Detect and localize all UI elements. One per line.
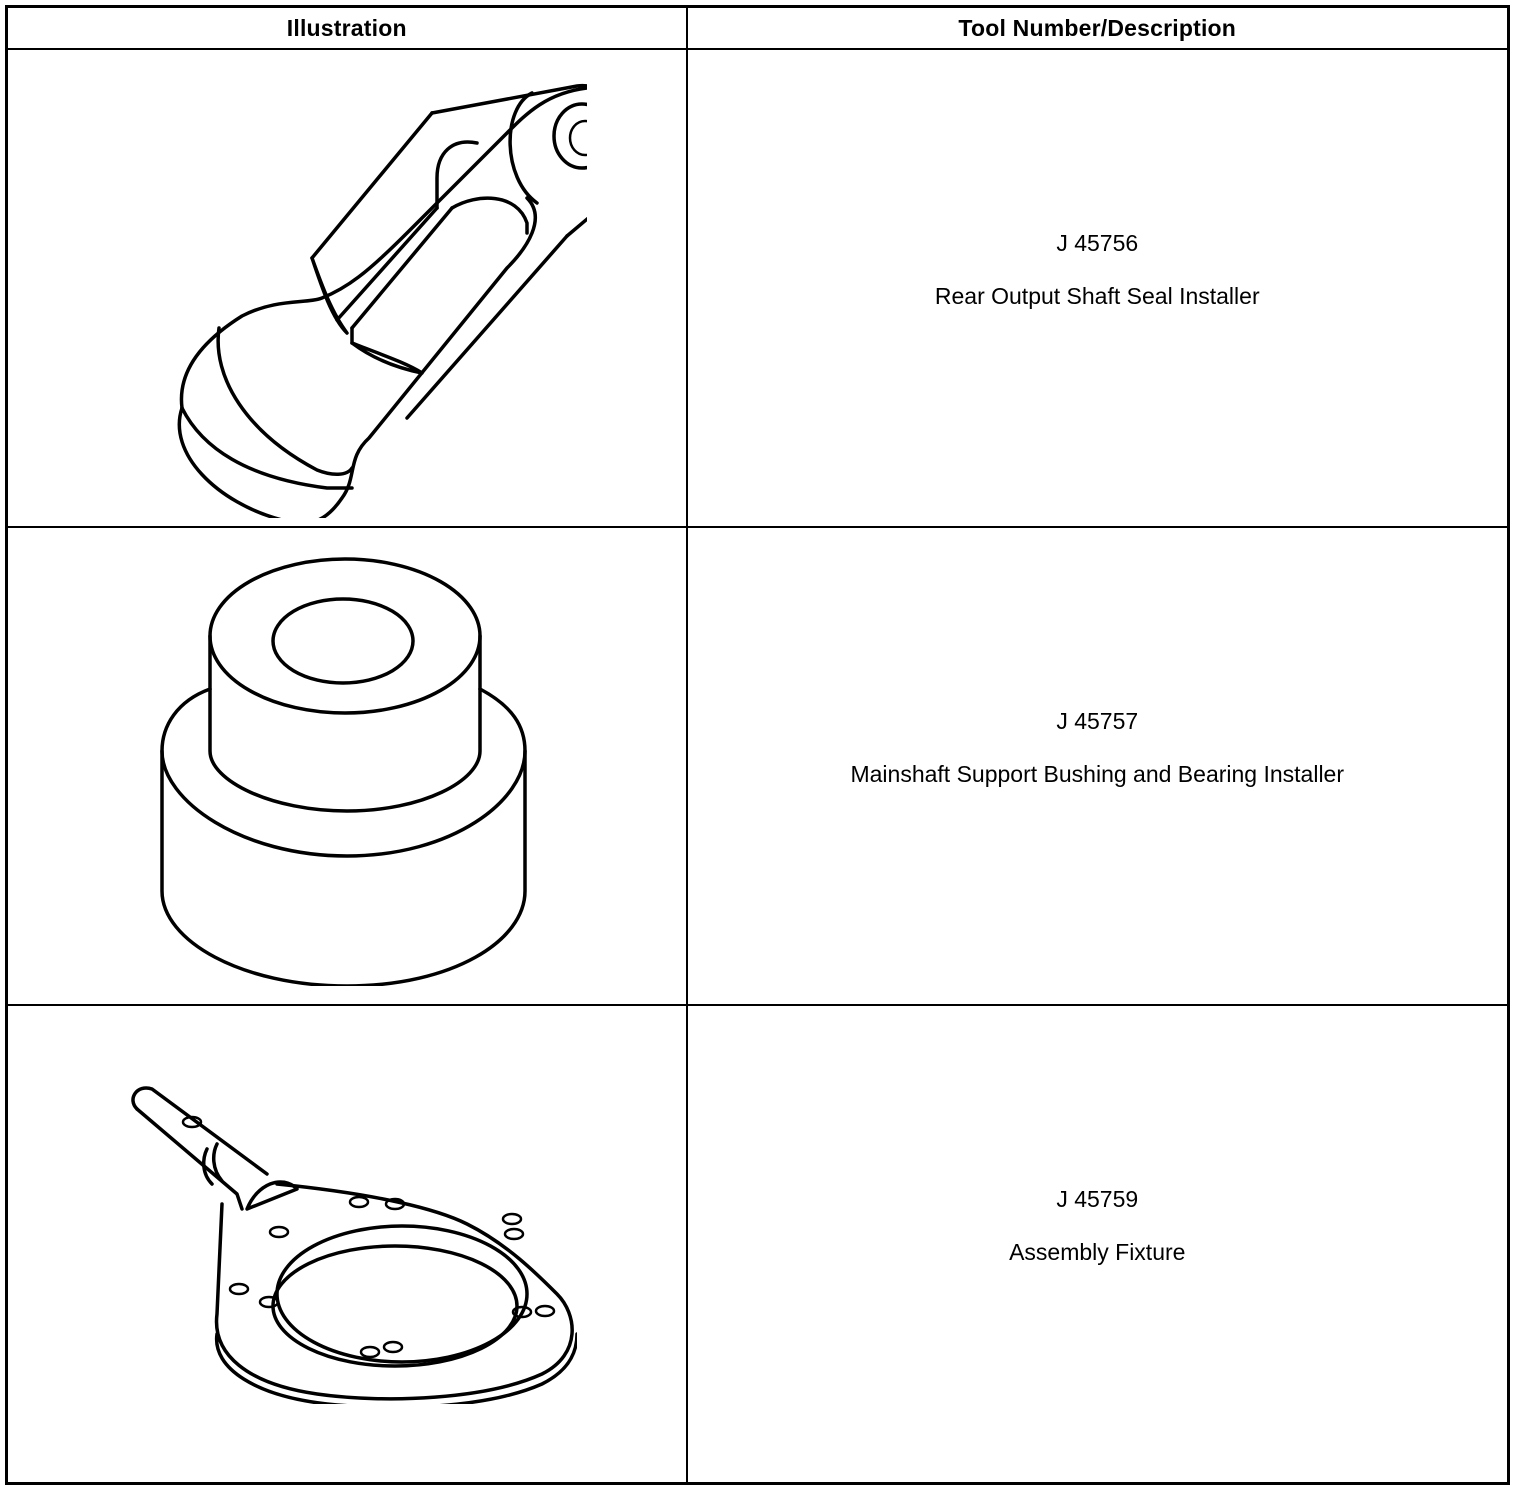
tool-info-cell <box>687 527 1509 1005</box>
bushing-bearing-installer-drawing-icon <box>147 546 547 986</box>
tool-number: J 45756 <box>1056 230 1139 256</box>
illustration-cell <box>7 527 687 1005</box>
tool-number: J 45759 <box>1056 1186 1139 1212</box>
tool-info-cell <box>687 1005 1509 1484</box>
illustration-cell <box>7 1005 687 1484</box>
tool-description: Assembly Fixture <box>1009 1239 1186 1265</box>
seal-installer-drawing-icon <box>107 58 587 518</box>
table-row <box>7 527 1509 1005</box>
header-tool-number-description: Tool Number/Description <box>687 7 1509 50</box>
tool-description: Rear Output Shaft Seal Installer <box>934 283 1260 309</box>
special-tools-table <box>5 5 1510 1485</box>
tool-number: J 45757 <box>1056 708 1139 734</box>
tool-info-cell <box>687 49 1509 527</box>
table-row <box>7 1005 1509 1484</box>
table-header-row <box>7 7 1509 50</box>
illustration-cell <box>7 49 687 527</box>
table-row <box>7 49 1509 527</box>
tool-description: Mainshaft Support Bushing and Bearing Installer <box>850 761 1345 787</box>
header-illustration: Illustration <box>7 7 687 50</box>
assembly-fixture-drawing-icon <box>117 1084 577 1404</box>
